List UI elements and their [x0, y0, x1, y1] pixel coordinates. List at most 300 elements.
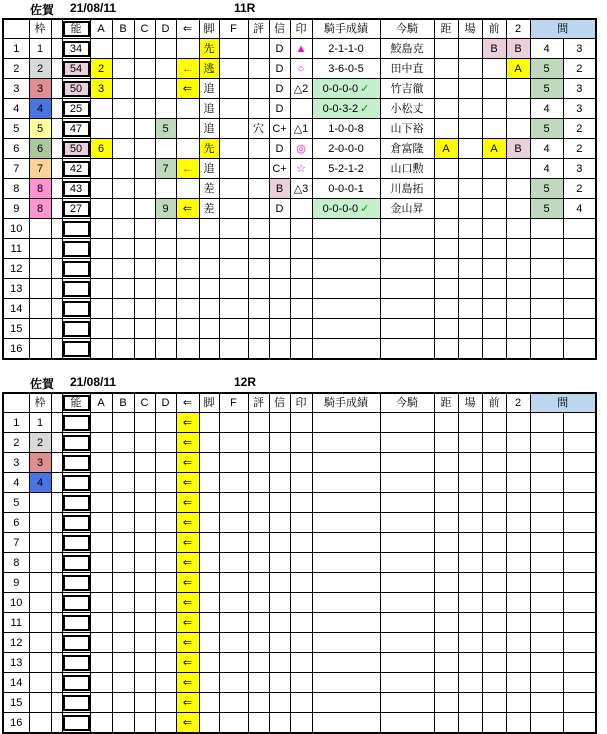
cell-num[interactable]: 10 — [3, 219, 29, 239]
cell-ashi[interactable] — [199, 339, 219, 360]
cell-mae[interactable]: B — [482, 39, 506, 59]
cell-sei[interactable] — [312, 633, 380, 653]
cell-ashi[interactable]: 追 — [199, 79, 219, 99]
cell-kishu[interactable] — [380, 653, 434, 673]
cell-sp[interactable] — [51, 179, 62, 199]
cell-num[interactable]: 12 — [3, 259, 29, 279]
cell-shin[interactable]: D — [269, 199, 290, 219]
cell-b[interactable] — [112, 653, 134, 673]
cell-mark[interactable] — [290, 573, 312, 593]
cell-arrow[interactable] — [176, 39, 199, 59]
cell-waku[interactable] — [29, 219, 51, 239]
cell-num[interactable]: 2 — [3, 59, 29, 79]
cell-hyo[interactable] — [248, 453, 269, 473]
cell-mark[interactable] — [290, 533, 312, 553]
cell-c[interactable] — [134, 239, 155, 259]
cell-m2[interactable] — [563, 473, 596, 493]
cell-waku[interactable] — [29, 553, 51, 573]
cell-nou[interactable] — [62, 553, 90, 573]
cell-f[interactable] — [219, 453, 248, 473]
cell-b[interactable] — [112, 413, 134, 433]
cell-kishu[interactable] — [380, 259, 434, 279]
cell-num[interactable]: 11 — [3, 239, 29, 259]
cell-mae[interactable] — [482, 119, 506, 139]
cell-kyo[interactable] — [434, 259, 458, 279]
cell-kyo[interactable] — [434, 413, 458, 433]
cell-kishu[interactable] — [380, 553, 434, 573]
cell-arrow[interactable]: ⇐ — [176, 413, 199, 433]
cell-c[interactable] — [134, 219, 155, 239]
header-a[interactable]: A — [90, 19, 112, 39]
cell-b[interactable] — [112, 179, 134, 199]
cell-m1[interactable]: 5 — [530, 59, 563, 79]
header-kishu[interactable]: 今騎 — [380, 393, 434, 413]
cell-kishu[interactable]: 山下裕 — [380, 119, 434, 139]
cell-ni[interactable] — [506, 573, 530, 593]
cell-mae[interactable] — [482, 693, 506, 713]
cell-m2[interactable] — [563, 453, 596, 473]
cell-ba[interactable] — [458, 593, 482, 613]
cell-d[interactable] — [155, 299, 176, 319]
cell-d[interactable] — [155, 553, 176, 573]
cell-ashi[interactable] — [199, 433, 219, 453]
cell-m2[interactable] — [563, 239, 596, 259]
cell-ba[interactable] — [458, 673, 482, 693]
cell-shin[interactable]: D — [269, 139, 290, 159]
cell-hyo[interactable] — [248, 179, 269, 199]
cell-d[interactable] — [155, 433, 176, 453]
cell-m2[interactable]: 3 — [563, 99, 596, 119]
cell-f[interactable] — [219, 319, 248, 339]
cell-ba[interactable] — [458, 319, 482, 339]
cell-waku[interactable] — [29, 259, 51, 279]
cell-d[interactable] — [155, 533, 176, 553]
cell-ashi[interactable] — [199, 593, 219, 613]
cell-a[interactable]: 2 — [90, 59, 112, 79]
cell-ba[interactable] — [458, 59, 482, 79]
cell-d[interactable] — [155, 593, 176, 613]
cell-d[interactable] — [155, 573, 176, 593]
cell-ni[interactable] — [506, 299, 530, 319]
cell-b[interactable] — [112, 159, 134, 179]
cell-arrow[interactable] — [176, 219, 199, 239]
cell-mae[interactable] — [482, 279, 506, 299]
cell-ashi[interactable] — [199, 453, 219, 473]
header-d[interactable]: D — [155, 393, 176, 413]
cell-waku[interactable]: 3 — [29, 79, 51, 99]
cell-num[interactable]: 1 — [3, 39, 29, 59]
cell-num[interactable]: 13 — [3, 279, 29, 299]
cell-kyo[interactable] — [434, 79, 458, 99]
cell-d[interactable] — [155, 473, 176, 493]
cell-nou[interactable]: 25 — [62, 99, 90, 119]
cell-kishu[interactable]: 倉富隆 — [380, 139, 434, 159]
cell-ashi[interactable]: 先 — [199, 139, 219, 159]
cell-kyo[interactable] — [434, 239, 458, 259]
cell-hyo[interactable] — [248, 139, 269, 159]
cell-kishu[interactable]: 金山昇 — [380, 199, 434, 219]
cell-m1[interactable] — [530, 553, 563, 573]
cell-ni[interactable] — [506, 99, 530, 119]
cell-c[interactable] — [134, 533, 155, 553]
cell-shin[interactable] — [269, 433, 290, 453]
cell-hyo[interactable] — [248, 99, 269, 119]
cell-nou[interactable] — [62, 533, 90, 553]
cell-a[interactable] — [90, 593, 112, 613]
cell-ashi[interactable] — [199, 693, 219, 713]
cell-b[interactable] — [112, 473, 134, 493]
cell-ba[interactable] — [458, 693, 482, 713]
cell-waku[interactable] — [29, 239, 51, 259]
cell-waku[interactable] — [29, 713, 51, 734]
cell-num[interactable]: 14 — [3, 673, 29, 693]
cell-f[interactable] — [219, 553, 248, 573]
cell-a[interactable] — [90, 713, 112, 734]
header-ashi[interactable]: 脚 — [199, 19, 219, 39]
cell-shin[interactable] — [269, 219, 290, 239]
cell-m1[interactable] — [530, 593, 563, 613]
cell-shin[interactable] — [269, 279, 290, 299]
cell-a[interactable] — [90, 633, 112, 653]
cell-kyo[interactable] — [434, 473, 458, 493]
cell-num[interactable]: 3 — [3, 79, 29, 99]
cell-ni[interactable] — [506, 179, 530, 199]
cell-mae[interactable] — [482, 613, 506, 633]
cell-mark[interactable]: ◎ — [290, 139, 312, 159]
cell-ba[interactable] — [458, 339, 482, 360]
header-ba[interactable]: 場 — [458, 19, 482, 39]
cell-ashi[interactable] — [199, 319, 219, 339]
cell-c[interactable] — [134, 79, 155, 99]
cell-c[interactable] — [134, 59, 155, 79]
cell-waku[interactable]: 2 — [29, 433, 51, 453]
cell-ashi[interactable] — [199, 553, 219, 573]
cell-a[interactable] — [90, 553, 112, 573]
cell-ashi[interactable] — [199, 633, 219, 653]
cell-sp[interactable] — [51, 99, 62, 119]
cell-a[interactable] — [90, 693, 112, 713]
cell-ni[interactable] — [506, 219, 530, 239]
cell-mark[interactable]: ▲ — [290, 39, 312, 59]
cell-ba[interactable] — [458, 199, 482, 219]
cell-ni[interactable] — [506, 279, 530, 299]
cell-ba[interactable] — [458, 259, 482, 279]
cell-sp[interactable] — [51, 473, 62, 493]
cell-shin[interactable]: D — [269, 99, 290, 119]
cell-b[interactable] — [112, 79, 134, 99]
cell-nou[interactable]: 50 — [62, 139, 90, 159]
cell-sei[interactable] — [312, 573, 380, 593]
cell-a[interactable] — [90, 99, 112, 119]
cell-nou[interactable]: 47 — [62, 119, 90, 139]
cell-waku[interactable]: 8 — [29, 179, 51, 199]
cell-num[interactable]: 7 — [3, 533, 29, 553]
cell-f[interactable] — [219, 413, 248, 433]
cell-a[interactable] — [90, 119, 112, 139]
cell-arrow[interactable]: ⇐ — [176, 633, 199, 653]
cell-f[interactable] — [219, 713, 248, 734]
cell-c[interactable] — [134, 573, 155, 593]
cell-m1[interactable]: 5 — [530, 199, 563, 219]
cell-arrow[interactable]: ⇐ — [176, 673, 199, 693]
cell-ashi[interactable] — [199, 513, 219, 533]
cell-mark[interactable] — [290, 513, 312, 533]
cell-m2[interactable]: 3 — [563, 39, 596, 59]
cell-num[interactable]: 16 — [3, 713, 29, 734]
cell-num[interactable]: 8 — [3, 553, 29, 573]
cell-ashi[interactable] — [199, 533, 219, 553]
cell-kishu[interactable] — [380, 633, 434, 653]
cell-num[interactable]: 9 — [3, 199, 29, 219]
cell-hyo[interactable] — [248, 593, 269, 613]
cell-sei[interactable] — [312, 533, 380, 553]
cell-arrow[interactable] — [176, 299, 199, 319]
cell-m1[interactable] — [530, 693, 563, 713]
cell-mark[interactable] — [290, 99, 312, 119]
cell-shin[interactable] — [269, 573, 290, 593]
cell-arrow[interactable]: ⇐ — [176, 713, 199, 734]
cell-nou[interactable] — [62, 573, 90, 593]
cell-a[interactable] — [90, 653, 112, 673]
cell-d[interactable] — [155, 339, 176, 360]
header-m1[interactable]: 間 — [530, 393, 596, 413]
header-mark[interactable]: 印 — [290, 19, 312, 39]
cell-m1[interactable]: 5 — [530, 79, 563, 99]
cell-hyo[interactable] — [248, 613, 269, 633]
cell-arrow[interactable] — [176, 179, 199, 199]
cell-kyo[interactable] — [434, 593, 458, 613]
cell-kyo[interactable] — [434, 319, 458, 339]
cell-arrow[interactable] — [176, 119, 199, 139]
header-hyo[interactable]: 評 — [248, 19, 269, 39]
cell-f[interactable] — [219, 139, 248, 159]
cell-waku[interactable] — [29, 493, 51, 513]
header-b[interactable]: B — [112, 393, 134, 413]
cell-sei[interactable] — [312, 673, 380, 693]
cell-num[interactable]: 9 — [3, 573, 29, 593]
cell-sp[interactable] — [51, 533, 62, 553]
cell-ba[interactable] — [458, 299, 482, 319]
cell-sp[interactable] — [51, 433, 62, 453]
cell-waku[interactable]: 5 — [29, 119, 51, 139]
cell-hyo[interactable] — [248, 473, 269, 493]
cell-hyo[interactable] — [248, 159, 269, 179]
cell-b[interactable] — [112, 453, 134, 473]
cell-nou[interactable] — [62, 633, 90, 653]
cell-ni[interactable] — [506, 493, 530, 513]
cell-num[interactable]: 15 — [3, 319, 29, 339]
cell-kyo[interactable] — [434, 279, 458, 299]
cell-nou[interactable] — [62, 299, 90, 319]
cell-a[interactable] — [90, 453, 112, 473]
cell-ba[interactable] — [458, 573, 482, 593]
cell-ni[interactable] — [506, 79, 530, 99]
cell-arrow[interactable]: ⇐ — [176, 433, 199, 453]
cell-ba[interactable] — [458, 493, 482, 513]
cell-f[interactable] — [219, 299, 248, 319]
cell-m1[interactable] — [530, 299, 563, 319]
cell-m2[interactable] — [563, 493, 596, 513]
cell-sei[interactable] — [312, 493, 380, 513]
cell-mae[interactable] — [482, 653, 506, 673]
cell-waku[interactable]: 7 — [29, 159, 51, 179]
cell-c[interactable] — [134, 259, 155, 279]
cell-shin[interactable]: C+ — [269, 159, 290, 179]
cell-ashi[interactable]: 追 — [199, 159, 219, 179]
cell-ba[interactable] — [458, 99, 482, 119]
cell-waku[interactable]: 6 — [29, 139, 51, 159]
cell-sei[interactable] — [312, 299, 380, 319]
cell-m1[interactable] — [530, 573, 563, 593]
cell-hyo[interactable] — [248, 339, 269, 360]
cell-ni[interactable]: B — [506, 39, 530, 59]
cell-kishu[interactable]: 竹吉徹 — [380, 79, 434, 99]
cell-hyo[interactable] — [248, 493, 269, 513]
cell-a[interactable]: 3 — [90, 79, 112, 99]
cell-kishu[interactable] — [380, 219, 434, 239]
cell-kyo[interactable] — [434, 573, 458, 593]
cell-m1[interactable] — [530, 533, 563, 553]
cell-sp[interactable] — [51, 633, 62, 653]
cell-d[interactable] — [155, 279, 176, 299]
cell-c[interactable] — [134, 453, 155, 473]
cell-m2[interactable] — [563, 633, 596, 653]
cell-waku[interactable] — [29, 319, 51, 339]
cell-num[interactable]: 5 — [3, 493, 29, 513]
cell-shin[interactable]: B — [269, 179, 290, 199]
cell-mae[interactable] — [482, 259, 506, 279]
cell-num[interactable]: 13 — [3, 653, 29, 673]
cell-arrow[interactable]: ⇐ — [176, 653, 199, 673]
cell-ba[interactable] — [458, 513, 482, 533]
cell-waku[interactable] — [29, 533, 51, 553]
cell-mae[interactable]: A — [482, 139, 506, 159]
cell-c[interactable] — [134, 713, 155, 734]
cell-mae[interactable] — [482, 199, 506, 219]
cell-mark[interactable] — [290, 433, 312, 453]
cell-f[interactable] — [219, 693, 248, 713]
header-mae[interactable]: 前 — [482, 393, 506, 413]
cell-mark[interactable]: △1 — [290, 119, 312, 139]
cell-hyo[interactable] — [248, 79, 269, 99]
cell-m2[interactable] — [563, 693, 596, 713]
cell-sp[interactable] — [51, 319, 62, 339]
cell-shin[interactable] — [269, 513, 290, 533]
cell-kishu[interactable] — [380, 453, 434, 473]
cell-b[interactable] — [112, 493, 134, 513]
cell-b[interactable] — [112, 339, 134, 360]
cell-m1[interactable] — [530, 473, 563, 493]
cell-a[interactable] — [90, 413, 112, 433]
cell-mae[interactable] — [482, 59, 506, 79]
cell-m1[interactable] — [530, 453, 563, 473]
cell-num[interactable]: 12 — [3, 633, 29, 653]
cell-shin[interactable] — [269, 239, 290, 259]
cell-kishu[interactable]: 小松丈 — [380, 99, 434, 119]
cell-mae[interactable] — [482, 299, 506, 319]
cell-ba[interactable] — [458, 413, 482, 433]
cell-sei[interactable]: 2-1-1-0 — [312, 39, 380, 59]
cell-mae[interactable] — [482, 633, 506, 653]
cell-nou[interactable]: 34 — [62, 39, 90, 59]
cell-b[interactable] — [112, 633, 134, 653]
cell-a[interactable]: 6 — [90, 139, 112, 159]
cell-nou[interactable] — [62, 653, 90, 673]
cell-waku[interactable]: 4 — [29, 99, 51, 119]
header-m1[interactable]: 間 — [530, 19, 596, 39]
cell-d[interactable] — [155, 633, 176, 653]
cell-sp[interactable] — [51, 279, 62, 299]
cell-ni[interactable] — [506, 633, 530, 653]
cell-b[interactable] — [112, 279, 134, 299]
cell-arrow[interactable]: ← — [176, 59, 199, 79]
header-f[interactable]: F — [219, 19, 248, 39]
cell-waku[interactable]: 1 — [29, 413, 51, 433]
cell-shin[interactable] — [269, 633, 290, 653]
cell-arrow[interactable] — [176, 259, 199, 279]
header-mark[interactable]: 印 — [290, 393, 312, 413]
cell-kyo[interactable] — [434, 533, 458, 553]
cell-mae[interactable] — [482, 573, 506, 593]
cell-m2[interactable] — [563, 553, 596, 573]
cell-m1[interactable] — [530, 633, 563, 653]
cell-sei[interactable] — [312, 339, 380, 360]
cell-hyo[interactable] — [248, 653, 269, 673]
cell-b[interactable] — [112, 299, 134, 319]
cell-m2[interactable]: 2 — [563, 179, 596, 199]
cell-nou[interactable]: 42 — [62, 159, 90, 179]
cell-ni[interactable] — [506, 433, 530, 453]
cell-b[interactable] — [112, 59, 134, 79]
cell-ni[interactable] — [506, 119, 530, 139]
cell-m1[interactable]: 4 — [530, 39, 563, 59]
cell-a[interactable] — [90, 319, 112, 339]
cell-arrow[interactable] — [176, 319, 199, 339]
header-ashi[interactable]: 脚 — [199, 393, 219, 413]
cell-a[interactable] — [90, 199, 112, 219]
cell-d[interactable] — [155, 79, 176, 99]
cell-d[interactable] — [155, 99, 176, 119]
cell-d[interactable] — [155, 59, 176, 79]
cell-d[interactable] — [155, 673, 176, 693]
cell-mark[interactable] — [290, 319, 312, 339]
cell-m2[interactable] — [563, 513, 596, 533]
cell-ba[interactable] — [458, 159, 482, 179]
cell-waku[interactable]: 1 — [29, 39, 51, 59]
cell-c[interactable] — [134, 319, 155, 339]
header-kyo[interactable]: 距 — [434, 19, 458, 39]
cell-ni[interactable] — [506, 259, 530, 279]
cell-m1[interactable] — [530, 433, 563, 453]
cell-sei[interactable]: 0-0-0-1 — [312, 179, 380, 199]
cell-m2[interactable] — [563, 433, 596, 453]
cell-kishu[interactable] — [380, 319, 434, 339]
cell-m2[interactable] — [563, 279, 596, 299]
cell-nou[interactable] — [62, 493, 90, 513]
cell-sei[interactable]: 3-6-0-5 — [312, 59, 380, 79]
cell-m1[interactable]: 4 — [530, 159, 563, 179]
cell-mae[interactable] — [482, 713, 506, 734]
cell-mae[interactable] — [482, 159, 506, 179]
cell-nou[interactable] — [62, 693, 90, 713]
cell-hyo[interactable] — [248, 319, 269, 339]
cell-m1[interactable] — [530, 613, 563, 633]
cell-num[interactable]: 15 — [3, 693, 29, 713]
cell-sei[interactable] — [312, 433, 380, 453]
cell-b[interactable] — [112, 713, 134, 734]
cell-b[interactable] — [112, 219, 134, 239]
cell-hyo[interactable] — [248, 59, 269, 79]
